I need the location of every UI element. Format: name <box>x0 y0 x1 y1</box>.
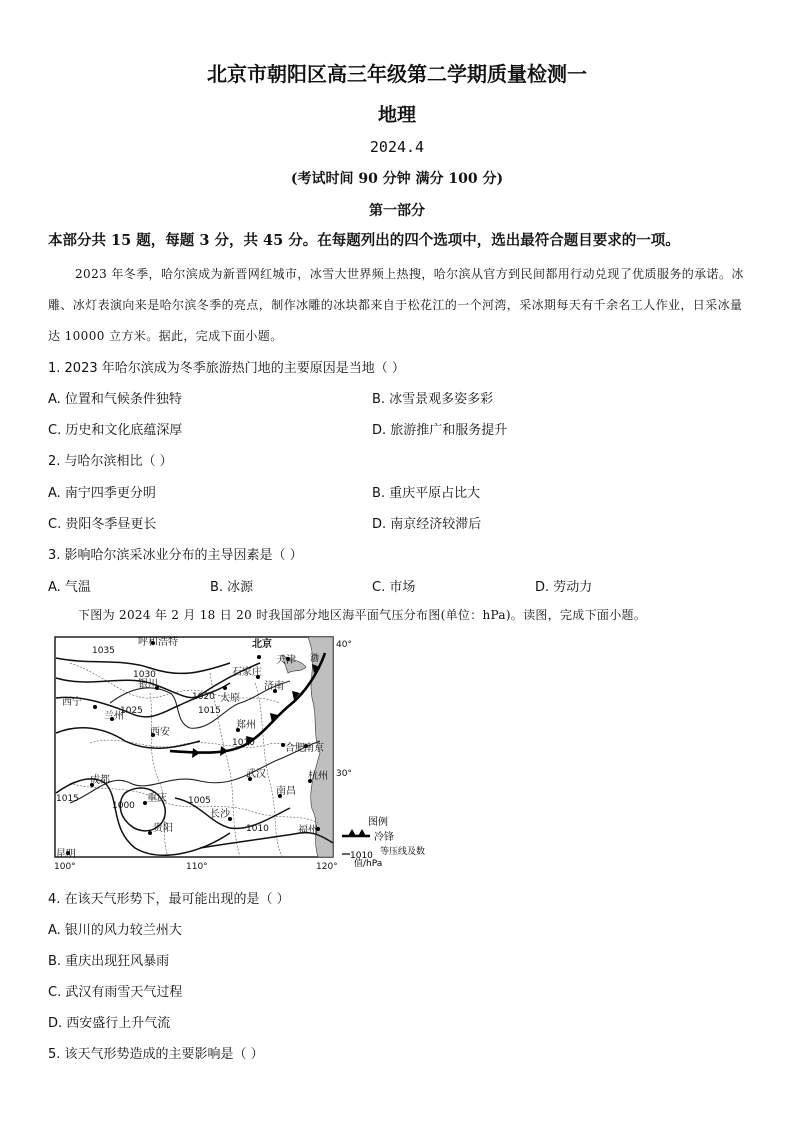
city-tianjin: 天津 <box>276 655 296 666</box>
city-nanchang: 南昌 <box>276 786 296 797</box>
city-xining: 西宁 <box>62 697 82 708</box>
question-4: 4. 在该天气形势下，最可能出现的是（ ） <box>48 892 290 907</box>
isobar-1010: 1010 <box>232 738 255 748</box>
legend-title: 图例 <box>368 817 388 828</box>
option-1a[interactable]: A. 位置和气候条件独特 <box>48 392 182 407</box>
option-4d[interactable]: D. 西安盛行上升气流 <box>48 1016 171 1031</box>
city-changsha: 长沙 <box>210 809 230 820</box>
option-4a[interactable]: A. 银川的风力较兰州大 <box>48 923 182 938</box>
city-beijing: 北京 <box>252 639 272 650</box>
question-3: 3. 影响哈尔滨采冰业分布的主导因素是（ ） <box>48 548 303 563</box>
option-3a[interactable]: A. 气温 <box>48 580 91 595</box>
subject-title: 地理 <box>377 104 416 126</box>
question-5: 5. 该天气形势造成的主要影响是（ ） <box>48 1047 264 1062</box>
passage-harbin: 2023 年冬季，哈尔滨成为新晋网红城市，冰雪大世界频上热搜，哈尔滨从官方到民间都用行动兑现了优质服务的承诺。冰雕、冰灯表演向来是哈尔滨冬季的亮点，制作冰雕的冰块都来自于松花江的一个河湾，采冰期每天有千余名工人作业，日采冰量达 10000 立方米。据此，完成下面小题。 <box>48 267 744 343</box>
question-2: 2. 与哈尔滨相比（ ） <box>48 454 173 469</box>
isobar-1015-west: 1015 <box>56 794 79 804</box>
option-3b[interactable]: B. 冰源 <box>210 580 254 595</box>
city-kunming: 昆明 <box>56 849 76 860</box>
option-4c[interactable]: C. 武汉有雨雪天气过程 <box>48 985 183 1000</box>
exam-info: (考试时间 90 分钟 满分 100 分) <box>290 171 504 187</box>
city-hangzhou: 杭州 <box>308 771 328 782</box>
option-3d[interactable]: D. 劳动力 <box>535 580 593 595</box>
legend-cold-front: 冷锋 <box>374 832 394 843</box>
option-2d[interactable]: D. 南京经济较滞后 <box>372 517 482 532</box>
isobar-1025: 1025 <box>120 706 143 716</box>
option-4b[interactable]: B. 重庆出现狂风暴雨 <box>48 954 170 969</box>
isobar-1035: 1035 <box>92 646 115 656</box>
option-1d[interactable]: D. 旅游推广和服务提升 <box>372 423 508 438</box>
isobar-1030: 1030 <box>133 670 156 680</box>
isobar-1020: 1020 <box>192 692 215 702</box>
exam-date: 2024.4 <box>369 138 425 156</box>
option-1b[interactable]: B. 冰雪景观多姿多彩 <box>372 392 494 407</box>
lon-100: 100° <box>54 862 76 872</box>
map-legend <box>342 815 425 869</box>
question-1: 1. 2023 年哈尔滨成为冬季旅游热门地的主要原因是当地（ ） <box>48 361 405 376</box>
city-zhengzhou: 郑州 <box>236 720 256 731</box>
city-xian: 西安 <box>150 727 170 738</box>
lat-40: 40° <box>336 640 352 650</box>
city-jinan: 济南 <box>264 681 284 692</box>
city-fuzhou: 福州 <box>298 825 318 836</box>
lon-120: 120° <box>316 862 338 872</box>
map-intro: 下图为 2024 年 2 月 18 日 20 时我国部分地区海平面气压分布图(单位：hPa)。读图，完成下面小题。 <box>78 608 647 622</box>
city-hohhot: 呼和浩特 <box>138 637 178 648</box>
legend-isobar-value: 1010 <box>350 851 373 861</box>
isobar-1010-south: 1010 <box>246 824 269 834</box>
city-wuhan: 武汉 <box>246 769 266 780</box>
city-yinchuan: 银川 <box>138 679 158 690</box>
option-3c[interactable]: C. 市场 <box>372 580 416 595</box>
city-taiyuan: 太原 <box>220 693 240 704</box>
isobar-1015: 1015 <box>198 706 221 716</box>
city-lanzhou: 兰州 <box>104 711 124 722</box>
lat-30: 30° <box>336 769 352 779</box>
lon-110: 110° <box>186 862 208 872</box>
pressure-map <box>50 633 440 873</box>
city-nanjing: 南京 <box>304 743 324 754</box>
option-2c[interactable]: C. 贵阳冬季昼更长 <box>48 517 157 532</box>
instructions: 本部分共 15 题，每题 3 分，共 45 分。在每题列出的四个选项中，选出最符合题目要求的一项。 <box>48 232 680 249</box>
sea-label: 渤 <box>310 654 320 664</box>
city-shijiazhuang: 石家庄 <box>232 667 262 678</box>
city-hefei: 合肥 <box>285 743 305 754</box>
option-1c[interactable]: C. 历史和文化底蕴深厚 <box>48 423 183 438</box>
isobar-1005: 1005 <box>188 796 211 806</box>
isobar-1000: 1000 <box>112 801 135 811</box>
option-2a[interactable]: A. 南宁四季更分明 <box>48 486 156 501</box>
page-title: 北京市朝阳区高三年级第二学期质量检测一 <box>207 62 587 86</box>
city-chengdu: 成都 <box>90 775 110 786</box>
legend-isobar-text: 等压线及数值/hPa <box>354 847 426 869</box>
part-heading: 第一部分 <box>369 203 425 219</box>
option-2b[interactable]: B. 重庆平原占比大 <box>372 486 481 501</box>
city-guiyang: 贵阳 <box>153 823 173 834</box>
city-chongqing: 重庆 <box>147 793 167 804</box>
